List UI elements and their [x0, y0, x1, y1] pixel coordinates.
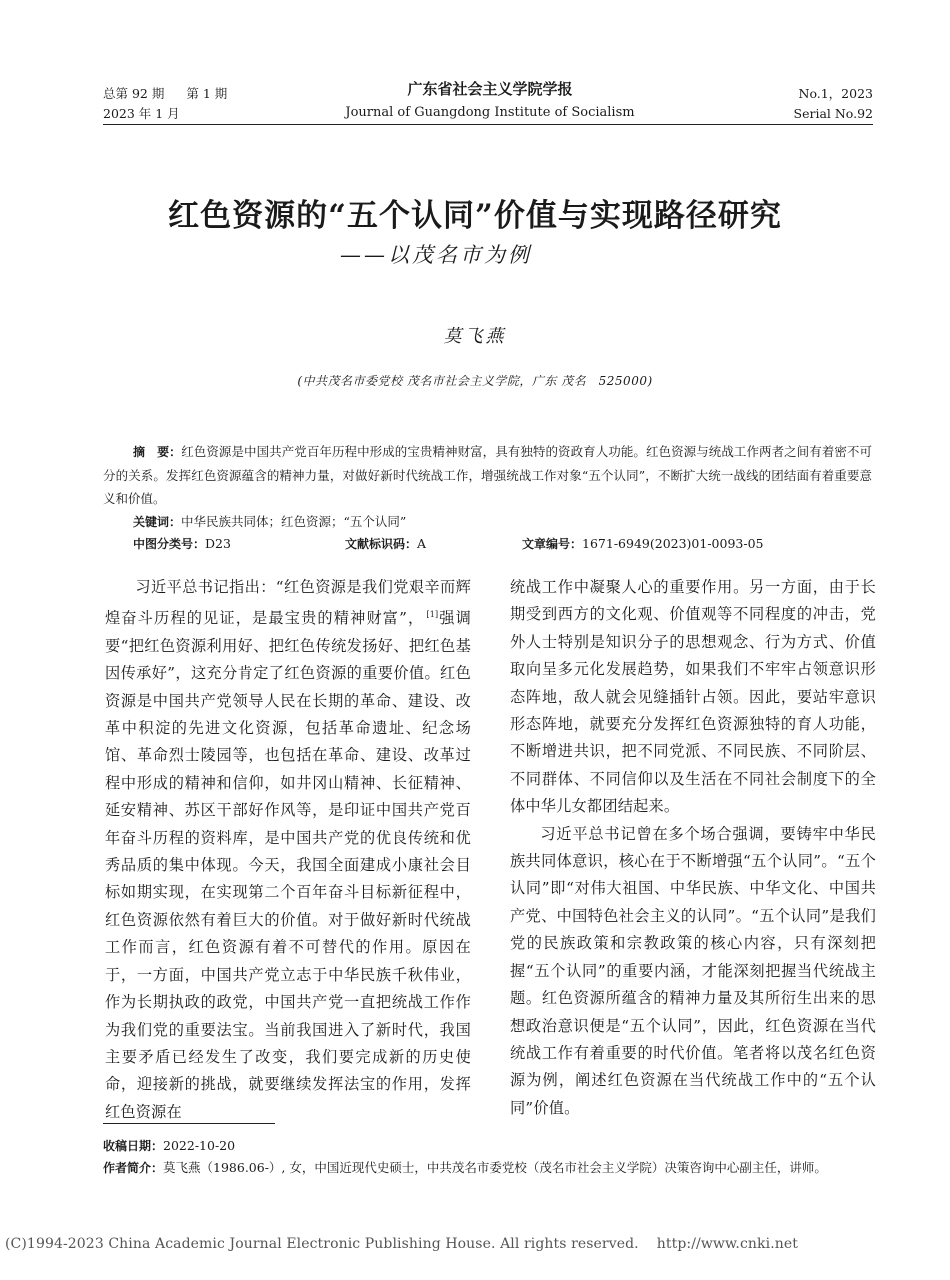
doc-code-label: 文献标识码：: [345, 537, 418, 551]
copyright-text: (C)1994-2023 China Academic Journal Electronic Publishing House. All rights reserved.: [5, 1236, 639, 1252]
footnote-received: [103, 1136, 880, 1156]
body-paragraph: 习近平总书记曾在多个场合强调，要铸牢中华民族共同体意识，核心在于不断增强“五个认同”。“五个认同”即“对伟大祖国、中华民族、中华文化、中国共产党、中国特色社会主义的认同”。“五个认同”是我们党的民族政策和宗教政策的核心内容，只有深刻把握“五个认同”的重要内涵，才能深刻把握当代统战主题。红色资源所蕴含的精神力量及其所衍生出来的思想政治意识便是“五个认同”，因此，红色资源在当代统战工作有着重要的时代价值。笔者将以茂名红色资源为例，阐述红色资源在当代统战工作中的“五个认同”价值。: [510, 824, 876, 1117]
received-date: 2022-10-20: [163, 1138, 236, 1153]
article-title: 红色资源的“五个认同”价值与实现路径研究: [168, 198, 782, 234]
journal-name-cn: 广东省社会主义学院学报: [407, 80, 573, 98]
author-affiliation: (中共茂名市委党校 茂名市社会主义学院，广东 茂名 525000): [297, 374, 653, 388]
header-journal: [300, 78, 680, 123]
keywords-text: 中华民族共同体；红色资源；“五个认同”: [181, 514, 407, 529]
abstract-text: 红色资源是中国共产党百年历程中形成的宝贵精神财富，具有独特的资政育人功能。红色资源与统战工作两者之间有着密不可分的关系。发挥红色资源蕴含的精神力量，对做好新时代统战工作，增强统战工作对象“五个认同”，不断扩大统一战线的团结面有着重要意义和价值。: [103, 444, 872, 506]
header-total-issue: 总第 92 期: [103, 86, 165, 101]
footnote-author-bio: [103, 1158, 880, 1178]
body-column-right: [510, 574, 876, 1122]
header-date: 2023 年 1 月: [103, 106, 180, 121]
cnki-link[interactable]: http://www.cnki.net: [656, 1236, 798, 1252]
body-paragraph: 统战工作中凝聚人心的重要作用。另一方面，由于长期受到西方的文化观、价值观等不同程度的冲击，党外人士特别是知识分子的思想观念、行为方式、价值取向呈多元化发展趋势，如果我们不牢牢占领意识形态阵地，敌人就会见缝插针占领。因此，要站牢意识形态阵地，就要充分发挥红色资源独特的育人功能，不断增进共识，把不同党派、不同民族、不同阶层、不同群体、不同信仰以及生活在不同社会制度下的全体中华儿女都团结起来。: [510, 578, 876, 816]
keywords: [133, 511, 406, 533]
doc-code-value: A: [417, 536, 427, 551]
bio-label: 作者简介：: [103, 1161, 164, 1175]
article-subtitle: ——以茂名市为例: [340, 243, 532, 267]
document-code: [345, 533, 426, 555]
clc-number: [133, 533, 231, 555]
header-divider: [103, 124, 873, 125]
citation-ref: [1]: [426, 610, 439, 620]
header-no: No.1，2023: [798, 86, 873, 101]
header-issue-info: [103, 84, 249, 124]
abstract-label: 摘 要：: [133, 445, 182, 459]
header-serial: Serial No.92: [793, 106, 873, 121]
article-author: 莫飞燕: [443, 326, 507, 347]
keywords-label: 关键词：: [133, 515, 182, 529]
journal-name-en: Journal of Guangdong Institute of Socialism: [345, 105, 635, 120]
bio-text: 莫飞燕（1986.06-）, 女，中国近现代史硕士，中共茂名市委党校（茂名市社会主义学院）决策咨询中心副主任，讲师。: [163, 1160, 827, 1175]
body-column-left: [105, 574, 471, 1126]
received-label: 收稿日期：: [103, 1139, 164, 1153]
body-paragraph: [105, 574, 471, 1126]
article-id-label: 文章编号：: [522, 537, 583, 551]
article-id-value: 1671-6949(2023)01-0093-05: [582, 536, 764, 551]
paragraph-text: 强调要“把红色资源利用好、把红色传统发扬好、把红色基因传承好”，这充分肯定了红色资源的重要价值。红色资源是中国共产党领导人民在长期的革命、建设、改革中积淀的先进文化资源，包括革命遗址、纪念场馆、革命烈士陵园等，也包括在革命、建设、改革过程中形成的精神和信仰，如井冈山精神、长征精神、延安精神、苏区干部好作风等，是印证中国共产党百年奋斗历程的资料库，是中国共产党的优良传统和优秀品质的集中体现。今天，我国全面建成小康社会目标如期实现，在实现第二个百年奋斗目标新征程中，红色资源依然有着巨大的价值。对于做好新时代统战工作而言，红色资源有着不可替代的作用。原因在于，一方面，中国共产党立志于中华民族千秋伟业，作为长期执政的政党，中国共产党一直把统战工作作为我们党的重要法宝。当前我国进入了新时代，我国主要矛盾已经发生了改变，我们要完成新的历史使命，迎接新的挑战，就要继续发挥法宝的作用，发挥红色资源在: [105, 609, 471, 1121]
clc-label: 中图分类号：: [133, 537, 206, 551]
header-number-info: [794, 84, 873, 124]
article-id: [522, 533, 764, 555]
copyright-line: [5, 1236, 798, 1252]
paragraph-text: 习近平总书记指出：“红色资源是我们党艰辛而辉煌奋斗历程的见证，是最宝贵的精神财富”，: [105, 578, 471, 628]
header-issue: 第 1 期: [186, 86, 228, 101]
abstract: [103, 440, 872, 510]
clc-value: D23: [205, 536, 231, 551]
footnote-divider: [103, 1123, 275, 1124]
